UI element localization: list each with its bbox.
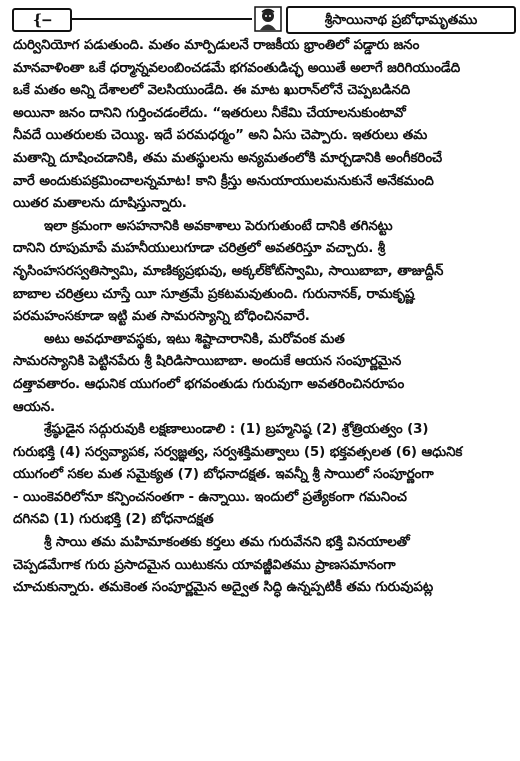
text-line: ఆయన.: [13, 399, 55, 415]
text-line: గురుభక్తి (4) సర్వవ్యాపక, సర్వజ్ఞత్వ, సర్వశక్తిమత్వాలు (5) భక్తవత్సలత (6) ఆధునిక: [13, 444, 463, 460]
text-line: యితర మతాలను దూషిస్తున్నారు.: [13, 196, 187, 212]
text-line: పరమహంసకూడా ఇట్టి మత సామరస్యాన్ని బోధించినవారే.: [13, 309, 310, 325]
text-line: నీవదే యితరులకు చెయ్యి. ఇదే పరమధర్మం” అని ఏసు చెప్పారు. ఇతరులు తమ: [13, 128, 428, 144]
text-line: ఒకే మతం అన్ని దేశాలలో వెలసియుండేది. ఈ మాట ఖురాన్‌లోనే చెప్పబడినది: [13, 83, 411, 99]
text-line: దానిని రూపుమాపే మహనీయులుగూడా చరిత్రలో అవతరిస్తూ వచ్చారు. శ్రీ: [13, 241, 386, 257]
text-line: అటు అవధూతావస్థకు, ఇటు శిష్టాచారానికి, మరోవంక మత: [44, 331, 345, 347]
text-line: చెప్పడమేగాక గురు ప్రసాదమైన యిటుకను యావజ్జీవితము ప్రాణసమానంగా: [13, 557, 396, 573]
running-title: శ్రీసాయినాథ ప్రబోధామృతము: [286, 6, 516, 34]
text-line: మానవాళింతా ఒకే ధర్మాన్నవలంబించడమే భగవంతుడిచ్ఛ అయితే అలాగే జరిగియుండేది: [13, 60, 461, 76]
sai-baba-portrait-icon: [254, 6, 282, 32]
text-line: మతాన్ని దూషించడానికి, తమ మతస్థులను అన్యమతంలోకి మార్చడానికి అంగీకరించే: [13, 150, 443, 166]
text-line: దగినవి (1) గురుభక్తి (2) బోధనాదక్షత: [13, 512, 214, 528]
text-line: ఇలా క్రమంగా అసహనానికి అవకాశాలు పెరుగుతుంటే దానికి తగినట్టు: [44, 218, 393, 234]
text-line: బాబాల చరిత్రలు చూస్తే యీ సూత్రమే ప్రకటమవుతుంది. గురునానక్, రామకృష్ణ: [13, 286, 415, 302]
text-line: శ్రీ సాయి తమ మహిమాకంతకు కర్తలు తమ గురువేనని భక్తి వినయాలతో: [44, 535, 410, 551]
text-line: చూచుకున్నారు. తమకెంత సంపూర్ణమైన అద్వైత సిద్ధి ఉన్నప్పటికీ తమ గురువుపట్ల: [13, 580, 434, 596]
page-header: [10, 6, 510, 32]
text-line: దత్తావతారం. ఆధునిక యుగంలో భగవంతుడు గురువుగా అవతరించినరూపం: [13, 376, 405, 392]
page-number: {౼: [12, 8, 72, 32]
header-rule: [72, 18, 252, 20]
text-line: నృసింహసరస్వతిస్వామి, మాణిక్యప్రభువు, అక్కల్‌కోట్‌స్వామి, సాయిబాబా, తాజుద్దీన్: [13, 263, 444, 279]
text-line: దుర్వినియోగ పడుతుంది. మతం మార్పిడులనే రాజకీయ భ్రాంతిలో పడ్డారు జనం: [13, 38, 420, 53]
text-line: యుగంలో సకల మత సమైక్యత (7) బోధనాదక్షత. ఇవన్నీ శ్రీ సాయిలో సంపూర్ణంగా: [13, 467, 434, 483]
text-line: - యింకెవరిలోనూ కన్పించనంతగా - ఉన్నాయి. ఇందులో ప్రత్యేకంగా గమనించ: [13, 489, 407, 505]
text-line: శ్రేష్ఠుడైన సద్గురువుకి లక్షణాలుండాలి : (1) బ్రహ్మనిష్ఠ (2) శ్రోత్రియత్వం (3): [44, 422, 429, 438]
text-line: సామరస్యానికి పెట్టినపేరు శ్రీ షిరిడిసాయిబాబా. అందుకే ఆయన సంపూర్ణమైన: [13, 354, 402, 370]
text-line: వారే అందుకుపక్రమించాలన్నమాట! కాని క్రీస్తు అనుయాయులమనుకునే అనేకమంది: [13, 173, 434, 189]
body-text: [0, 35, 520, 750]
text-line: అయినా జనం దానిని గుర్తించడంలేదు. “ఇతరులు నీకేమి చేయాలనుకుంటావో: [13, 105, 406, 121]
